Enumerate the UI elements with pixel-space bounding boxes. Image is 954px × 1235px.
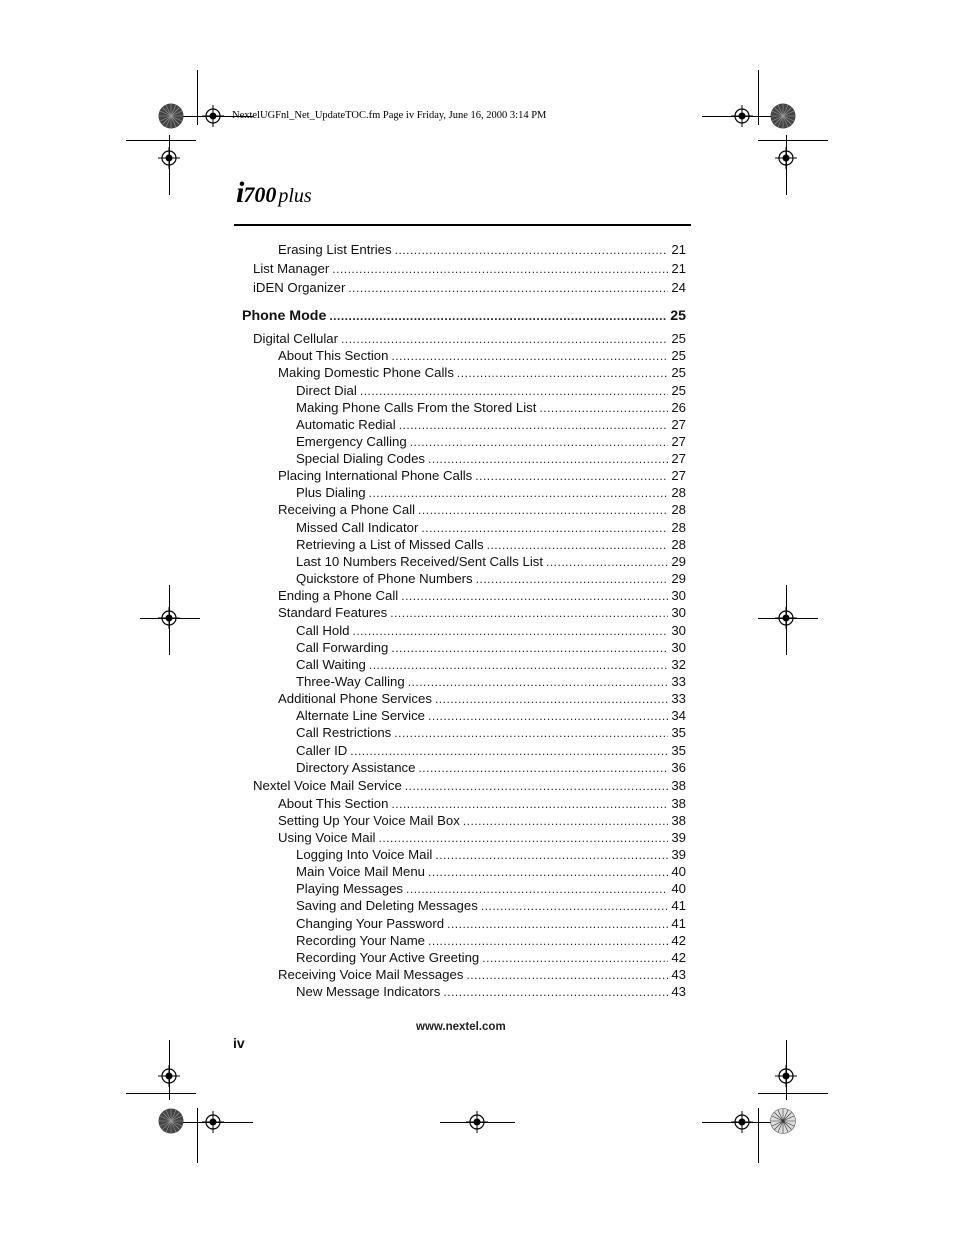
toc-entry[interactable]: [296, 847, 686, 864]
logo-model: 700: [243, 182, 277, 207]
toc-entry-page: 40: [671, 881, 686, 896]
dot-leader: [546, 555, 668, 569]
toc-entry-page: 21: [671, 261, 686, 276]
dot-leader: [394, 726, 668, 740]
toc-entry-title: Emergency Calling: [296, 434, 407, 449]
toc-entry[interactable]: [296, 898, 686, 915]
toc-entry-page: 30: [671, 623, 686, 638]
toc-entry[interactable]: [278, 242, 686, 259]
toc-entry-page: 34: [671, 708, 686, 723]
toc-entry[interactable]: [278, 588, 686, 605]
toc-entry-title: Making Phone Calls From the Stored List: [296, 400, 537, 415]
toc-entry[interactable]: [296, 537, 686, 554]
dot-leader: [369, 486, 669, 500]
dot-leader: [463, 814, 669, 828]
dot-leader: [341, 332, 668, 346]
toc-entry-page: 28: [671, 502, 686, 517]
toc-entry-title: Call Restrictions: [296, 725, 392, 740]
toc-entry[interactable]: [278, 691, 686, 708]
dot-leader: [391, 349, 668, 363]
toc-entry[interactable]: [253, 261, 686, 278]
toc-entry-title: Receiving Voice Mail Messages: [278, 967, 464, 982]
dot-leader: [476, 572, 669, 586]
toc-entry-title: Recording Your Name: [296, 933, 426, 948]
toc-entry[interactable]: [278, 796, 686, 813]
toc-entry[interactable]: [296, 674, 686, 691]
registration-mark-icon: [731, 105, 753, 127]
dot-leader: [435, 848, 668, 862]
toc-entry-title: Three-Way Calling: [296, 674, 405, 689]
toc-entry-page: 38: [671, 778, 686, 793]
dot-leader: [405, 779, 669, 793]
dot-leader: [408, 675, 669, 689]
toc-entry[interactable]: [296, 640, 686, 657]
toc-entry-page: 41: [671, 898, 686, 913]
toc-entry[interactable]: [296, 760, 686, 777]
toc-entry-title: Erasing List Entries: [278, 242, 392, 257]
toc-entry-title: Standard Features: [278, 605, 388, 620]
registration-mark-icon: [202, 1111, 224, 1133]
dot-leader: [360, 384, 669, 398]
toc-entry-page: 24: [671, 280, 686, 295]
toc-entry-page: 43: [671, 967, 686, 982]
toc-entry-page: 27: [671, 417, 686, 432]
dot-leader: [421, 521, 668, 535]
toc-entry-title: Call Waiting: [296, 657, 366, 672]
dot-leader: [395, 243, 669, 257]
toc-entry-page: 28: [671, 485, 686, 500]
toc-entry[interactable]: [296, 571, 686, 588]
toc-entry-page: 33: [671, 691, 686, 706]
toc-entry[interactable]: [296, 933, 686, 950]
toc-entry-title: Direct Dial: [296, 383, 357, 398]
toc-entry-page: 38: [671, 813, 686, 828]
toc-entry-page: 33: [671, 674, 686, 689]
toc-entry-page: 32: [671, 657, 686, 672]
toc-entry-page: 26: [671, 400, 686, 415]
color-bar-star-icon: [770, 1108, 796, 1134]
toc-entry-title: Changing Your Password: [296, 916, 445, 931]
toc-entry[interactable]: [278, 967, 686, 984]
toc-entry-title: Alternate Line Service: [296, 708, 426, 723]
registration-mark-icon: [775, 1065, 797, 1087]
toc-entry-page: 39: [671, 830, 686, 845]
color-bar-star-icon: [158, 1108, 184, 1134]
toc-entry-title: Nextel Voice Mail Service: [253, 778, 402, 793]
dot-leader: [378, 831, 668, 845]
toc-entry[interactable]: [253, 778, 686, 795]
toc-entry-title: Automatic Redial: [296, 417, 396, 432]
dot-leader: [466, 968, 668, 982]
toc-entry-page: 28: [671, 520, 686, 535]
toc-entry-title: List Manager: [253, 261, 330, 276]
toc-entry[interactable]: [296, 520, 686, 537]
toc-entry-page: 25: [671, 365, 686, 380]
dot-leader: [418, 503, 668, 517]
toc-entry-page: 39: [671, 847, 686, 862]
toc-entry-page: 29: [671, 554, 686, 569]
registration-mark-icon: [466, 1111, 488, 1133]
toc-entry-page: 21: [671, 242, 686, 257]
toc-entry-title: Making Domestic Phone Calls: [278, 365, 454, 380]
dot-leader: [399, 418, 669, 432]
toc-entry-page: 25: [671, 331, 686, 346]
toc-entry[interactable]: [296, 950, 686, 967]
toc-entry-title: Logging Into Voice Mail: [296, 847, 433, 862]
dot-leader: [348, 281, 668, 295]
logo-i: i: [236, 176, 244, 209]
toc-entry[interactable]: [296, 434, 686, 451]
color-bar-star-icon: [770, 103, 796, 129]
toc-entry-title: Main Voice Mail Menu: [296, 864, 426, 879]
registration-mark-icon: [731, 1111, 753, 1133]
toc-entry-title: Directory Assistance: [296, 760, 416, 775]
toc-entry[interactable]: [278, 365, 686, 382]
toc-entry[interactable]: [296, 451, 686, 468]
toc-entry-page: 30: [671, 640, 686, 655]
toc-entry-page: 43: [671, 984, 686, 999]
footer-url: www.nextel.com: [416, 1021, 506, 1033]
dot-leader: [329, 309, 667, 323]
toc-entry-title: Recording Your Active Greeting: [296, 950, 480, 965]
dot-leader: [435, 692, 668, 706]
toc-entry-title: Call Hold: [296, 623, 350, 638]
dot-leader: [410, 435, 669, 449]
toc-entry-title: Ending a Phone Call: [278, 588, 399, 603]
toc-entry[interactable]: [278, 813, 686, 830]
toc-entry-page: 27: [671, 451, 686, 466]
toc-entry-page: 25: [671, 348, 686, 363]
registration-mark-icon: [775, 147, 797, 169]
dot-leader: [406, 882, 668, 896]
header-rule: [234, 224, 691, 226]
toc-entry-title: New Message Indicators: [296, 984, 441, 999]
toc-entry[interactable]: [296, 383, 686, 400]
registration-mark-icon: [202, 105, 224, 127]
toc-entry-page: 40: [671, 864, 686, 879]
dot-leader: [428, 934, 668, 948]
color-bar-star-icon: [158, 103, 184, 129]
dot-leader: [487, 538, 669, 552]
toc-entry[interactable]: [296, 864, 686, 881]
dot-leader: [391, 797, 668, 811]
toc-entry-page: 42: [671, 933, 686, 948]
toc-entry-title: Receiving a Phone Call: [278, 502, 416, 517]
dot-leader: [447, 917, 668, 931]
dot-leader: [418, 761, 668, 775]
dot-leader: [481, 899, 669, 913]
dot-leader: [428, 709, 668, 723]
toc-entry-title: Playing Messages: [296, 881, 404, 896]
toc-entry[interactable]: [296, 657, 686, 674]
toc-entry-page: 30: [671, 605, 686, 620]
toc-entry[interactable]: [296, 708, 686, 725]
dot-leader: [332, 262, 668, 276]
toc-entry[interactable]: [278, 605, 686, 622]
toc-entry-title: Quickstore of Phone Numbers: [296, 571, 473, 586]
toc-entry[interactable]: [296, 400, 686, 417]
registration-mark-icon: [775, 607, 797, 629]
toc-entry-page: 27: [671, 468, 686, 483]
toc-entry[interactable]: [253, 280, 686, 297]
toc-entry-title: Missed Call Indicator: [296, 520, 419, 535]
toc-entry-title: Last 10 Numbers Received/Sent Calls List: [296, 554, 544, 569]
dot-leader: [401, 589, 668, 603]
toc-entry-title: Call Forwarding: [296, 640, 389, 655]
toc-entry-title: Using Voice Mail: [278, 830, 376, 845]
toc-entry-title: Digital Cellular: [253, 331, 339, 346]
toc-entry[interactable]: [296, 417, 686, 434]
toc-entry[interactable]: [278, 468, 686, 485]
toc-entry-page: 27: [671, 434, 686, 449]
toc-entry[interactable]: [253, 331, 686, 348]
dot-leader: [391, 641, 668, 655]
toc-entry-title: Placing International Phone Calls: [278, 468, 473, 483]
toc-entry-page: 38: [671, 796, 686, 811]
toc-entry[interactable]: [278, 830, 686, 847]
registration-mark-icon: [158, 1065, 180, 1087]
dot-leader: [428, 865, 668, 879]
dot-leader: [457, 366, 668, 380]
toc-entry-page: 42: [671, 950, 686, 965]
dot-leader: [428, 452, 668, 466]
dot-leader: [475, 469, 668, 483]
toc-entry[interactable]: [296, 881, 686, 898]
toc-entry[interactable]: [296, 623, 686, 640]
toc-entry-title: Special Dialing Codes: [296, 451, 426, 466]
dot-leader: [369, 658, 668, 672]
registration-mark-icon: [158, 607, 180, 629]
toc-entry-page: 25: [670, 308, 686, 324]
page-folio: iv: [233, 1035, 245, 1051]
dot-leader: [353, 624, 669, 638]
dot-leader: [539, 401, 668, 415]
dot-leader: [390, 606, 668, 620]
toc-entry-page: 35: [671, 725, 686, 740]
toc-entry-page: 41: [671, 916, 686, 931]
toc-entry-title: Retrieving a List of Missed Calls: [296, 537, 484, 552]
toc-entry-page: 36: [671, 760, 686, 775]
logo-suffix: plus: [278, 185, 312, 207]
toc-entry-title: About This Section: [278, 796, 389, 811]
toc-entry-page: 25: [671, 383, 686, 398]
toc-entry-title: iDEN Organizer: [253, 280, 346, 295]
dot-leader: [443, 985, 668, 999]
file-info-header: NextelUGFnl_Net_UpdateTOC.fm Page iv Friday, June 16, 2000 3:14 PM: [232, 110, 547, 121]
toc-entry-page: 29: [671, 571, 686, 586]
toc-entry-title: Saving and Deleting Messages: [296, 898, 478, 913]
toc-entry-title: About This Section: [278, 348, 389, 363]
toc-entry[interactable]: [296, 485, 686, 502]
registration-mark-icon: [158, 147, 180, 169]
toc-entry-title: Additional Phone Services: [278, 691, 432, 706]
toc-entry-title: Setting Up Your Voice Mail Box: [278, 813, 460, 828]
toc-entry-page: 35: [671, 743, 686, 758]
toc-entry[interactable]: [278, 502, 686, 519]
toc-entry-page: 30: [671, 588, 686, 603]
toc-entry[interactable]: [296, 916, 686, 933]
toc-entry-title: Plus Dialing: [296, 485, 366, 500]
toc-entry[interactable]: [278, 348, 686, 365]
dot-leader: [482, 951, 668, 965]
toc-entry-page: 28: [671, 537, 686, 552]
toc-section-entry[interactable]: [242, 308, 686, 327]
toc-entry[interactable]: [296, 554, 686, 571]
product-logo: [236, 176, 312, 210]
toc-entry-title: Phone Mode: [242, 308, 327, 324]
dot-leader: [350, 744, 668, 758]
toc-entry-title: Caller ID: [296, 743, 348, 758]
toc-entry[interactable]: [296, 743, 686, 760]
toc-entry[interactable]: [296, 725, 686, 742]
toc-entry[interactable]: [296, 984, 686, 1001]
